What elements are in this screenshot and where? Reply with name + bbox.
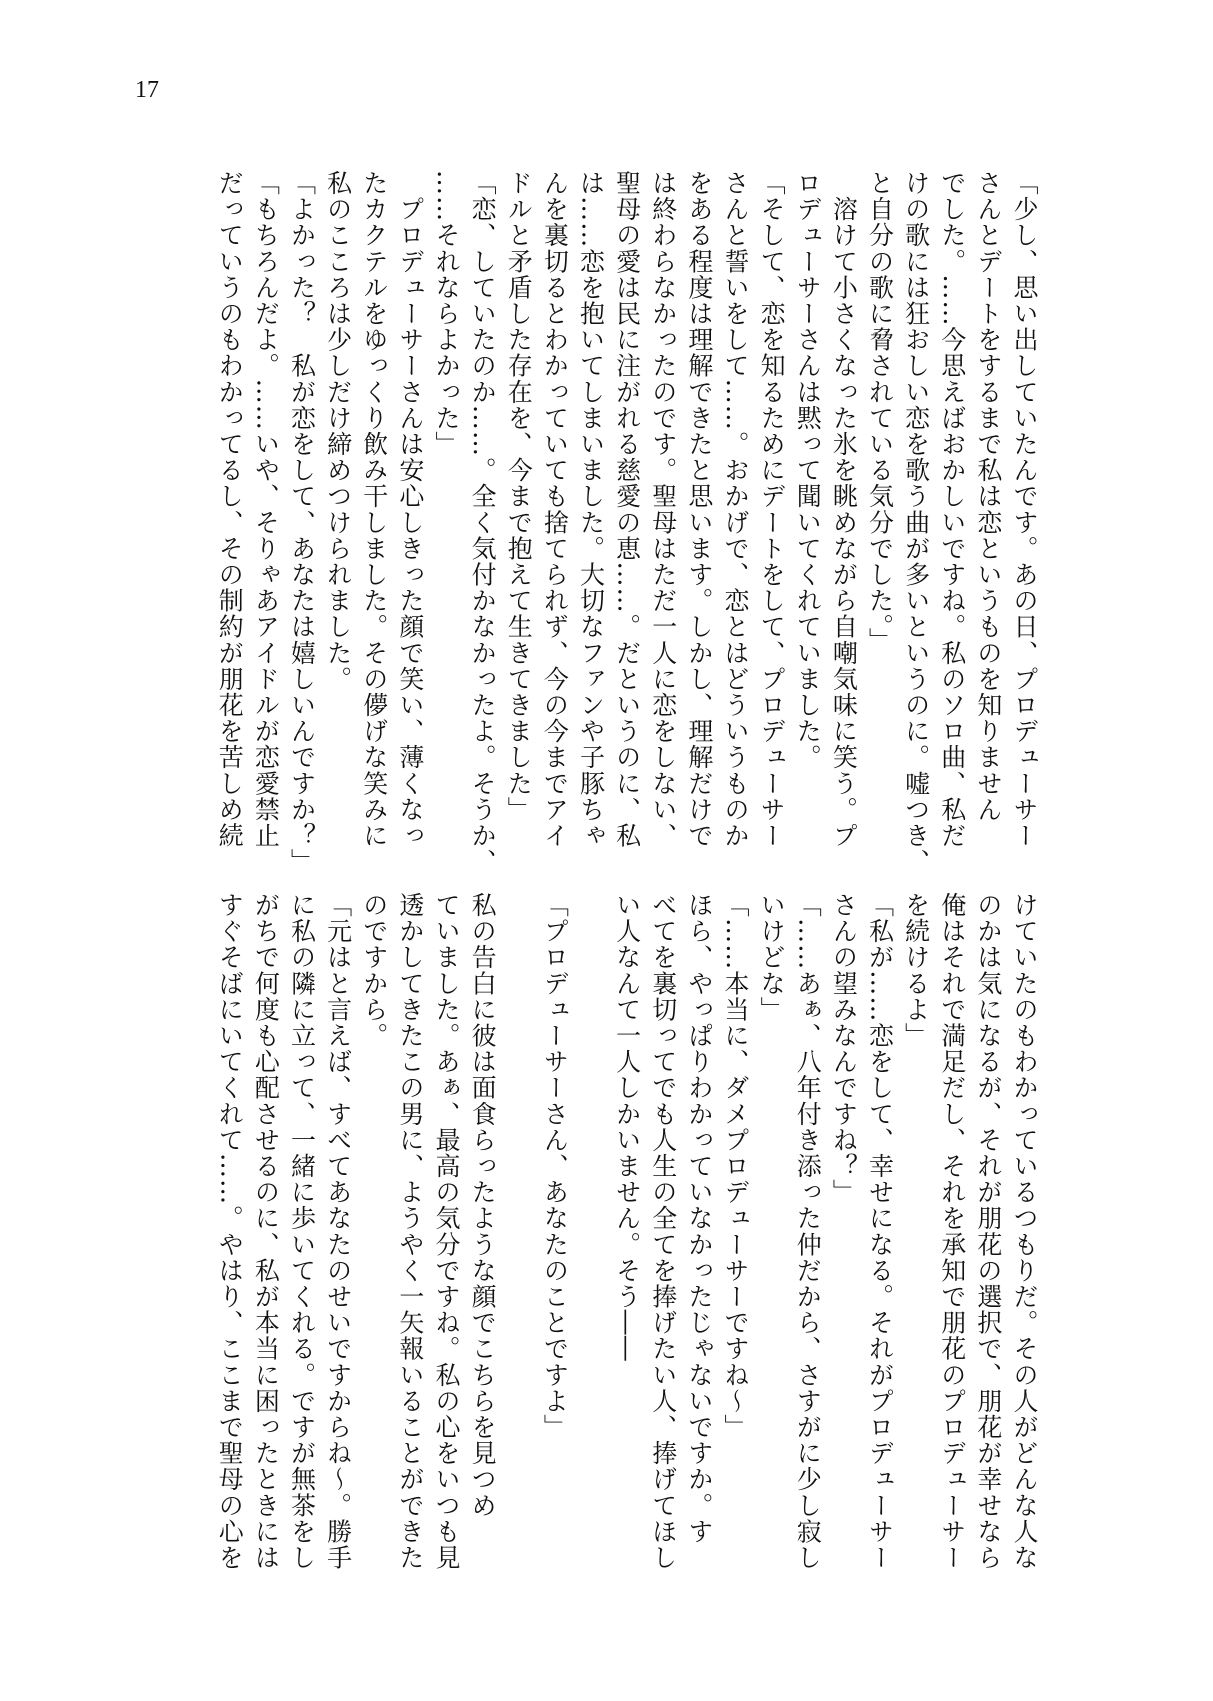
text-line: さんの望みなんですね？」 [829,892,859,1206]
text-line: のかは気になるが、それが朋花の選択で、朋花が幸せなら [973,892,1003,1571]
text-line: と自分の歌に脅されている気分でした。」 [865,170,895,654]
text-line: 私のこころは少しだけ締めつけられました。 [323,170,353,692]
text-line: は……恋を抱いてしまいました。大切なファンや子豚ちゃ [576,170,606,849]
text-line: 「よかった？ 私が恋をして、あなたは嬉しいんですか？」 [287,170,317,875]
text-line: 「恋、していたのか……。全く気付かなかったよ。そうか、 [468,170,498,875]
page-number: 17 [135,77,159,103]
text-line: いけどな」 [757,892,787,1023]
text-line: でした。……今思えばおかしいですね。私のソロ曲、私だ [937,170,967,849]
text-line: 溶けて小さくなった氷を眺めながら自嘲気味に笑う。プ [829,170,859,849]
text-line: 「元はと言えば、すべてあなたのせいですからね〜。勝手 [323,892,353,1571]
text-line [498,892,534,1532]
text-line: プロデューサーさんは安心しきった顔で笑い、薄くなっ [395,170,425,849]
text-line: 「……本当に、ダメプロデューサーですね〜」 [721,892,750,1441]
text-line: 「……あぁ、八年付き添った仲だから、さすがに少し寂し [793,892,823,1571]
text-line: を続けるよ」 [901,892,931,1049]
upper-text-block [138,170,1040,875]
text-line: ロデューサーさんは黙って聞いてくれていました。 [793,170,823,771]
text-line: 「少し、思い出していたんです。あの日、プロデューサー [1010,170,1039,849]
text-line: だっていうのもわかってるし、その制約が朋花を苦しめ続 [215,170,245,849]
text-line: のですから。 [359,892,389,1049]
text-line: さんとデートをするまで私は恋というものを知りません [973,170,1003,823]
text-line: べてを裏切ってでも人生の全てを捧げたい人、捧げてほし [648,892,678,1571]
text-line: 「もちろんだよ。……いや、そりゃあアイドルが恋愛禁止 [251,170,281,849]
text-line: は終わらなかったのです。聖母はただ一人に恋をしない、 [648,170,678,849]
text-line: 俺はそれで満足だし、それを承知で朋花のプロデューサー [937,892,967,1571]
text-line: がちで何度も心配させるのに、私が本当に困ったときには [251,892,281,1571]
text-line: けの歌には狂おしい恋を歌う曲が多いというのに。嘘つき、 [901,170,931,875]
text-line: ていました。あぁ、最高の気分ですね。私の心をいつも見 [432,892,461,1571]
text-line: 「そして、恋を知るためにデートをして、プロデューサー [757,170,787,849]
text-line [570,892,606,1532]
text-line: けていたのもわかっているつもりだ。その人がどんな人な [1010,892,1039,1571]
text-line: い人なんて一人しかいません。そう―― [612,892,642,1362]
text-line: すぐそばにいてくれて……。やはり、ここまで聖母の心を [215,892,245,1571]
text-line: さんと誓いをして……。おかげで、恋とはどういうものか [721,170,750,849]
text-line: んを裏切るとわかっていても捨てられず、今の今までアイ [540,170,570,849]
text-line: 「私が……恋をして、幸せになる。それがプロデューサー [865,892,895,1571]
text-line: に私の隣に立って、一緒に歩いてくれる。ですが無茶をし [287,892,317,1571]
text-line: 透かしてきたこの男に、ようやく一矢報いることができた [395,892,425,1571]
text-line: 「プロデューサーさん、あなたのことですよ」 [540,892,570,1441]
text-line: をある程度は理解できたと思います。しかし、理解だけで [684,170,714,849]
lower-text-block [138,892,1040,1571]
text-line: ドルと矛盾した存在を、今まで抱えて生きてきました」 [504,170,534,823]
text-line: 私の告白に彼は面食らったような顔でこちらを見つめ [468,892,498,1519]
text-line: 聖母の愛は民に注がれる慈愛の恵……。だというのに、私 [612,170,642,849]
text-line: ……それならよかった」 [432,170,461,458]
text-line: たカクテルをゆっくり飲み干しました。その儚げな笑みに [359,170,389,849]
text-line: ほら、やっぱりわかっていなかったじゃないですか。す [684,892,714,1545]
